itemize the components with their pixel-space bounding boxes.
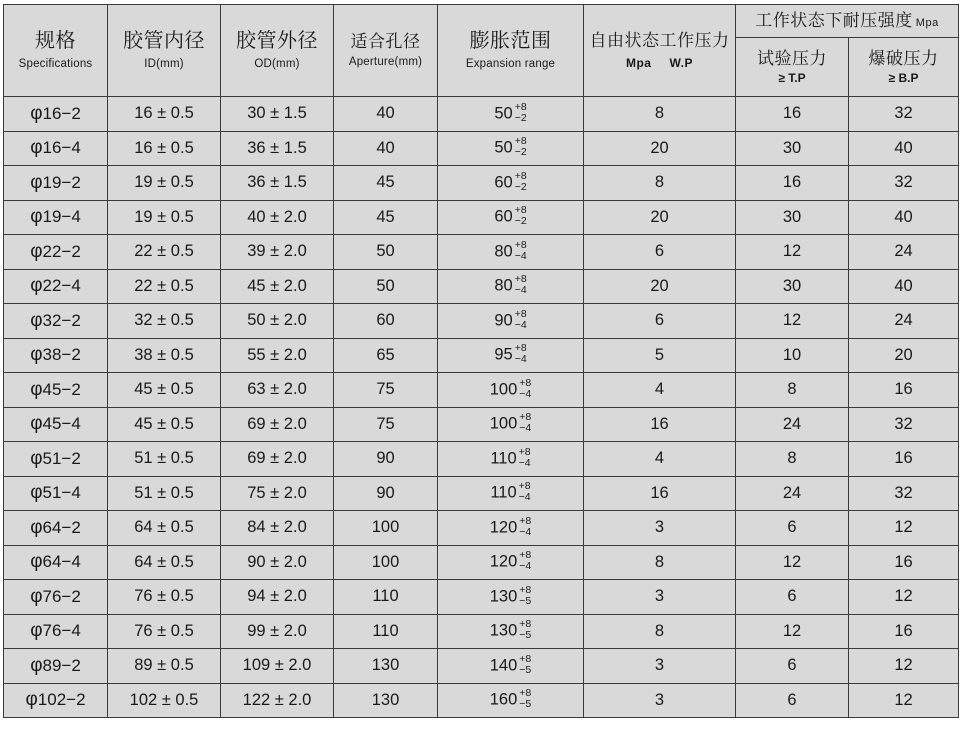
cell-expansion-range: [438, 97, 584, 132]
cell-free-state-working-pressure: 4: [584, 442, 736, 477]
expansion-tolerance: +8 −4: [519, 514, 532, 538]
cell-expansion-range: [438, 166, 584, 201]
cell-expansion-range: [438, 545, 584, 580]
table-row: [4, 131, 959, 166]
cell-inner-diameter: 16 ± 0.5: [108, 97, 221, 132]
table-row: [4, 166, 959, 201]
cell-specification: φ22−4: [4, 269, 108, 304]
cell-free-state-working-pressure: 8: [584, 166, 736, 201]
cell-free-state-working-pressure: 16: [584, 476, 736, 511]
table-row: [4, 683, 959, 718]
cell-free-state-working-pressure: 20: [584, 269, 736, 304]
expansion-base: 130: [489, 587, 518, 606]
cell-aperture: 40: [334, 131, 438, 166]
table-header-row-1: [4, 5, 959, 38]
column-header-burst-pressure: [849, 38, 959, 97]
column-header-specifications: [4, 5, 108, 97]
cell-aperture: 110: [334, 580, 438, 615]
cell-outer-diameter: 50 ± 2.0: [221, 304, 334, 339]
cell-outer-diameter: 69 ± 2.0: [221, 407, 334, 442]
cell-specification: φ89−2: [4, 649, 108, 684]
cell-aperture: 100: [334, 511, 438, 546]
expansion-tolerance: +8 −2: [514, 169, 527, 193]
header-cn-label: 自由状态工作压力: [589, 31, 730, 51]
cell-test-pressure: 6: [736, 649, 849, 684]
cell-specification: φ16−4: [4, 131, 108, 166]
table-row: [4, 545, 959, 580]
cell-aperture: 65: [334, 338, 438, 373]
cell-specification: φ16−2: [4, 97, 108, 132]
cell-aperture: 90: [334, 442, 438, 477]
cell-outer-diameter: 90 ± 2.0: [221, 545, 334, 580]
cell-expansion-range: [438, 649, 584, 684]
cell-burst-pressure: 12: [849, 580, 959, 615]
cell-free-state-working-pressure: 16: [584, 407, 736, 442]
cell-inner-diameter: 19 ± 0.5: [108, 200, 221, 235]
header-cn-label: 爆破压力: [868, 48, 939, 68]
cell-aperture: 50: [334, 235, 438, 270]
cell-test-pressure: 12: [736, 235, 849, 270]
cell-test-pressure: 6: [736, 683, 849, 718]
header-cn-label: 膨胀范围: [469, 30, 552, 53]
cell-expansion-range: [438, 200, 584, 235]
cell-test-pressure: 12: [736, 614, 849, 649]
expansion-tolerance: +8 −4: [514, 273, 527, 297]
cell-free-state-working-pressure: 20: [584, 200, 736, 235]
expansion-base: 100: [489, 414, 518, 433]
cell-burst-pressure: 32: [849, 407, 959, 442]
cell-burst-pressure: 32: [849, 166, 959, 201]
cell-specification: φ38−2: [4, 338, 108, 373]
table-head: [4, 5, 959, 97]
cell-outer-diameter: 109 ± 2.0: [221, 649, 334, 684]
cell-outer-diameter: 94 ± 2.0: [221, 580, 334, 615]
table-row: [4, 97, 959, 132]
expansion-base: 100: [489, 380, 518, 399]
cell-inner-diameter: 76 ± 0.5: [108, 614, 221, 649]
cell-outer-diameter: 99 ± 2.0: [221, 614, 334, 649]
cell-burst-pressure: 24: [849, 235, 959, 270]
expansion-base: 90: [494, 311, 513, 330]
expansion-tolerance: +8 −4: [519, 411, 532, 435]
expansion-base: 60: [494, 207, 513, 226]
cell-test-pressure: 16: [736, 97, 849, 132]
cell-aperture: 60: [334, 304, 438, 339]
cell-test-pressure: 8: [736, 373, 849, 408]
cell-test-pressure: 8: [736, 442, 849, 477]
cell-expansion-range: [438, 235, 584, 270]
cell-burst-pressure: 16: [849, 614, 959, 649]
cell-expansion-range: [438, 407, 584, 442]
cell-expansion-range: [438, 511, 584, 546]
expansion-base: 110: [490, 483, 517, 502]
header-en-label: Aperture(mm): [348, 56, 423, 69]
cell-aperture: 50: [334, 269, 438, 304]
header-en-label: ID(mm): [144, 58, 184, 71]
cell-expansion-range: [438, 614, 584, 649]
cell-test-pressure: 30: [736, 131, 849, 166]
cell-outer-diameter: 45 ± 2.0: [221, 269, 334, 304]
cell-aperture: 90: [334, 476, 438, 511]
cell-inner-diameter: 51 ± 0.5: [108, 442, 221, 477]
cell-specification: φ76−4: [4, 614, 108, 649]
cell-burst-pressure: 40: [849, 269, 959, 304]
cell-free-state-working-pressure: 5: [584, 338, 736, 373]
cell-burst-pressure: 16: [849, 442, 959, 477]
cell-expansion-range: [438, 373, 584, 408]
cell-test-pressure: 24: [736, 476, 849, 511]
cell-free-state-working-pressure: 4: [584, 373, 736, 408]
cell-burst-pressure: 24: [849, 304, 959, 339]
expansion-tolerance: +8 −4: [514, 307, 527, 331]
table-row: [4, 580, 959, 615]
cell-outer-diameter: 40 ± 2.0: [221, 200, 334, 235]
cell-test-pressure: 16: [736, 166, 849, 201]
column-header-aperture: [334, 5, 438, 97]
cell-outer-diameter: 36 ± 1.5: [221, 131, 334, 166]
column-header-test-pressure: [736, 38, 849, 97]
specification-table: [3, 4, 959, 718]
cell-expansion-range: [438, 269, 584, 304]
cell-expansion-range: [438, 304, 584, 339]
cell-specification: φ51−2: [4, 442, 108, 477]
header-cn-label: 适合孔径: [350, 32, 421, 52]
cell-specification: φ32−2: [4, 304, 108, 339]
cell-burst-pressure: 12: [849, 649, 959, 684]
cell-specification: φ22−2: [4, 235, 108, 270]
cell-test-pressure: 12: [736, 304, 849, 339]
header-en-label: Expansion range: [465, 58, 556, 71]
cell-test-pressure: 24: [736, 407, 849, 442]
cell-outer-diameter: 75 ± 2.0: [221, 476, 334, 511]
cell-specification: φ64−4: [4, 545, 108, 580]
cell-test-pressure: 10: [736, 338, 849, 373]
cell-inner-diameter: 38 ± 0.5: [108, 338, 221, 373]
cell-burst-pressure: 40: [849, 131, 959, 166]
expansion-tolerance: +8 −5: [519, 583, 532, 607]
cell-inner-diameter: 16 ± 0.5: [108, 131, 221, 166]
cell-outer-diameter: 30 ± 1.5: [221, 97, 334, 132]
header-cn-label: 工作状态下耐压强度 Mpa: [755, 11, 939, 31]
cell-free-state-working-pressure: 6: [584, 304, 736, 339]
header-en-label: ≥ T.P: [778, 71, 806, 86]
header-cn-label: 规格: [35, 30, 76, 53]
cell-inner-diameter: 19 ± 0.5: [108, 166, 221, 201]
cell-outer-diameter: 39 ± 2.0: [221, 235, 334, 270]
header-en-label: OD(mm): [254, 58, 300, 71]
cell-specification: φ51−4: [4, 476, 108, 511]
cell-outer-diameter: 122 ± 2.0: [221, 683, 334, 718]
header-en-label: Specifications: [18, 58, 93, 71]
cell-aperture: 45: [334, 166, 438, 201]
cell-test-pressure: 12: [736, 545, 849, 580]
header-cn-label: 胶管内径: [123, 30, 205, 53]
expansion-tolerance: +8 −5: [519, 687, 532, 711]
cell-outer-diameter: 69 ± 2.0: [221, 442, 334, 477]
expansion-tolerance: +8 −4: [519, 376, 532, 400]
table-row: [4, 407, 959, 442]
cell-free-state-working-pressure: 20: [584, 131, 736, 166]
cell-specification: φ45−2: [4, 373, 108, 408]
expansion-base: 160: [489, 690, 518, 709]
cell-burst-pressure: 12: [849, 683, 959, 718]
cell-expansion-range: [438, 476, 584, 511]
cell-specification: φ64−2: [4, 511, 108, 546]
expansion-base: 120: [489, 552, 518, 571]
expansion-tolerance: +8 −2: [514, 135, 527, 159]
cell-inner-diameter: 32 ± 0.5: [108, 304, 221, 339]
expansion-tolerance: +8 −5: [519, 618, 532, 642]
cell-test-pressure: 6: [736, 580, 849, 615]
cell-expansion-range: [438, 442, 584, 477]
cell-aperture: 130: [334, 683, 438, 718]
cell-inner-diameter: 76 ± 0.5: [108, 580, 221, 615]
cell-free-state-working-pressure: 3: [584, 683, 736, 718]
column-header-expansion-range: [438, 5, 584, 97]
expansion-tolerance: +8 −5: [519, 652, 532, 676]
table-row: [4, 304, 959, 339]
cell-specification: φ102−2: [4, 683, 108, 718]
cell-specification: φ19−2: [4, 166, 108, 201]
header-unit-label: Mpa W.P: [625, 55, 693, 70]
cell-inner-diameter: 89 ± 0.5: [108, 649, 221, 684]
cell-inner-diameter: 64 ± 0.5: [108, 511, 221, 546]
cell-inner-diameter: 51 ± 0.5: [108, 476, 221, 511]
expansion-tolerance: +8 −2: [514, 100, 527, 124]
cell-burst-pressure: 12: [849, 511, 959, 546]
expansion-base: 95: [494, 345, 513, 364]
cell-inner-diameter: 64 ± 0.5: [108, 545, 221, 580]
expansion-base: 130: [489, 621, 518, 640]
cell-test-pressure: 30: [736, 200, 849, 235]
cell-free-state-working-pressure: 6: [584, 235, 736, 270]
cell-aperture: 110: [334, 614, 438, 649]
cell-specification: φ45−4: [4, 407, 108, 442]
table-row: [4, 373, 959, 408]
expansion-tolerance: +8 −2: [514, 204, 527, 228]
header-en-label: ≥ B.P: [888, 71, 919, 86]
cell-burst-pressure: 16: [849, 373, 959, 408]
cell-outer-diameter: 55 ± 2.0: [221, 338, 334, 373]
table-row: [4, 614, 959, 649]
table-row: [4, 235, 959, 270]
cell-free-state-working-pressure: 3: [584, 580, 736, 615]
cell-aperture: 100: [334, 545, 438, 580]
expansion-tolerance: +8 −4: [514, 342, 527, 366]
expansion-tolerance: +8 −4: [519, 549, 532, 573]
cell-inner-diameter: 22 ± 0.5: [108, 269, 221, 304]
cell-free-state-working-pressure: 3: [584, 649, 736, 684]
cell-burst-pressure: 40: [849, 200, 959, 235]
expansion-base: 120: [489, 518, 518, 537]
cell-inner-diameter: 45 ± 0.5: [108, 373, 221, 408]
expansion-base: 140: [489, 656, 518, 675]
cell-outer-diameter: 84 ± 2.0: [221, 511, 334, 546]
cell-specification: φ76−2: [4, 580, 108, 615]
cell-aperture: 75: [334, 373, 438, 408]
cell-aperture: 45: [334, 200, 438, 235]
expansion-tolerance: +8 −4: [514, 238, 527, 262]
expansion-base: 50: [494, 104, 513, 123]
cell-aperture: 40: [334, 97, 438, 132]
expansion-base: 80: [494, 276, 513, 295]
cell-burst-pressure: 16: [849, 545, 959, 580]
table-row: [4, 476, 959, 511]
column-header-outer-diameter: [221, 5, 334, 97]
cell-inner-diameter: 102 ± 0.5: [108, 683, 221, 718]
table-row: [4, 338, 959, 373]
cell-expansion-range: [438, 580, 584, 615]
cell-burst-pressure: 20: [849, 338, 959, 373]
expansion-base: 80: [494, 242, 513, 261]
cell-aperture: 75: [334, 407, 438, 442]
header-cn-label: 试验压力: [757, 48, 827, 68]
column-header-free-state-working-pressure: [584, 5, 736, 97]
cell-test-pressure: 30: [736, 269, 849, 304]
cell-free-state-working-pressure: 8: [584, 97, 736, 132]
table-row: [4, 269, 959, 304]
cell-free-state-working-pressure: 8: [584, 614, 736, 649]
cell-expansion-range: [438, 131, 584, 166]
cell-outer-diameter: 63 ± 2.0: [221, 373, 334, 408]
cell-burst-pressure: 32: [849, 476, 959, 511]
expansion-base: 110: [490, 449, 517, 468]
expansion-tolerance: +8 −4: [518, 480, 531, 504]
expansion-base: 50: [494, 138, 513, 157]
cell-expansion-range: [438, 338, 584, 373]
table-row: [4, 442, 959, 477]
header-cn-label: 胶管外径: [236, 30, 318, 53]
cell-expansion-range: [438, 683, 584, 718]
cell-outer-diameter: 36 ± 1.5: [221, 166, 334, 201]
table-row: [4, 649, 959, 684]
expansion-tolerance: +8 −4: [518, 445, 531, 469]
cell-test-pressure: 6: [736, 511, 849, 546]
expansion-base: 60: [494, 173, 513, 192]
cell-inner-diameter: 45 ± 0.5: [108, 407, 221, 442]
table-row: [4, 200, 959, 235]
cell-specification: φ19−4: [4, 200, 108, 235]
table-body: [4, 97, 959, 718]
cell-burst-pressure: 32: [849, 97, 959, 132]
cell-free-state-working-pressure: 3: [584, 511, 736, 546]
column-header-working-state-pressure-strength: [736, 5, 959, 38]
cell-aperture: 130: [334, 649, 438, 684]
cell-free-state-working-pressure: 8: [584, 545, 736, 580]
cell-inner-diameter: 22 ± 0.5: [108, 235, 221, 270]
column-header-inner-diameter: [108, 5, 221, 97]
table-row: [4, 511, 959, 546]
